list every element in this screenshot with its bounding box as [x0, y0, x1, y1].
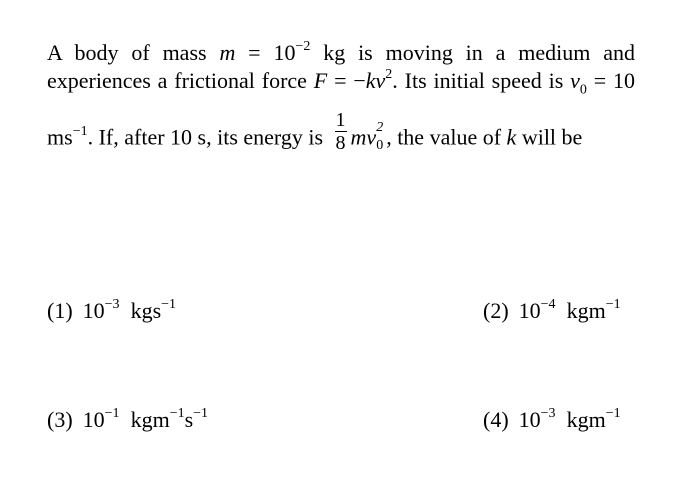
variable-v0: v [570, 68, 580, 93]
text-segment: experiences a frictional force [47, 68, 314, 93]
variable-kv: kv [365, 68, 386, 93]
option-base: 10 [518, 407, 541, 432]
option-4[interactable] [483, 407, 621, 433]
text-segment: A body of mass [47, 40, 220, 65]
option-unit: kgs [130, 298, 162, 323]
option-unit: kgm [566, 298, 606, 323]
option-number: (3) [47, 407, 73, 432]
subscript: 0 [579, 82, 587, 98]
exponent: −2 [295, 38, 311, 54]
variable-F: F [313, 68, 328, 93]
option-exponent: −3 [104, 296, 120, 312]
option-3[interactable] [47, 407, 208, 433]
text-segment: = 10 [586, 68, 635, 93]
option-2[interactable] [483, 298, 621, 324]
text-segment: ms [47, 124, 73, 150]
question-line-1 [47, 40, 635, 66]
exponent: 2 [385, 66, 393, 82]
option-unit-exponent: −1 [161, 296, 177, 312]
option-1[interactable] [47, 298, 176, 324]
option-number: (1) [47, 298, 73, 323]
option-base: 10 [82, 407, 105, 432]
text-segment: . Its initial speed is [392, 68, 571, 93]
text-segment: kg is moving in a medium and [310, 40, 635, 65]
option-unit-2: s [184, 407, 194, 432]
option-exponent: −4 [540, 296, 556, 312]
option-unit: kgm [566, 407, 606, 432]
question-line-3 [47, 109, 637, 161]
fraction-numerator: 1 [335, 109, 346, 132]
variable-mv: mv [350, 124, 377, 150]
option-unit: kgm [130, 407, 170, 432]
superscript: 2 [376, 119, 384, 135]
variable-m: m [219, 40, 236, 65]
variable-k: k [506, 124, 517, 150]
text-segment: . If, after 10 s, its energy is [87, 124, 329, 150]
text-segment: = 10 [235, 40, 296, 65]
question-line-2 [47, 68, 635, 103]
text-segment: will be [516, 124, 583, 150]
option-number: (2) [483, 298, 509, 323]
option-base: 10 [518, 298, 541, 323]
superscript-subscript [376, 119, 386, 153]
question-text [47, 40, 637, 161]
fraction-denominator: 8 [335, 132, 346, 155]
option-unit-exponent: −1 [605, 296, 621, 312]
option-unit-exponent: −1 [605, 405, 621, 421]
option-exponent: −1 [104, 405, 120, 421]
text-segment: , the value of [386, 124, 507, 150]
option-unit-2-exponent: −1 [193, 405, 209, 421]
option-exponent: −3 [540, 405, 556, 421]
option-base: 10 [82, 298, 105, 323]
exponent: −1 [72, 123, 88, 139]
subscript: 0 [376, 137, 384, 153]
fraction [335, 109, 347, 154]
text-segment: = − [327, 68, 366, 93]
option-number: (4) [483, 407, 509, 432]
option-unit-exponent: −1 [169, 405, 185, 421]
